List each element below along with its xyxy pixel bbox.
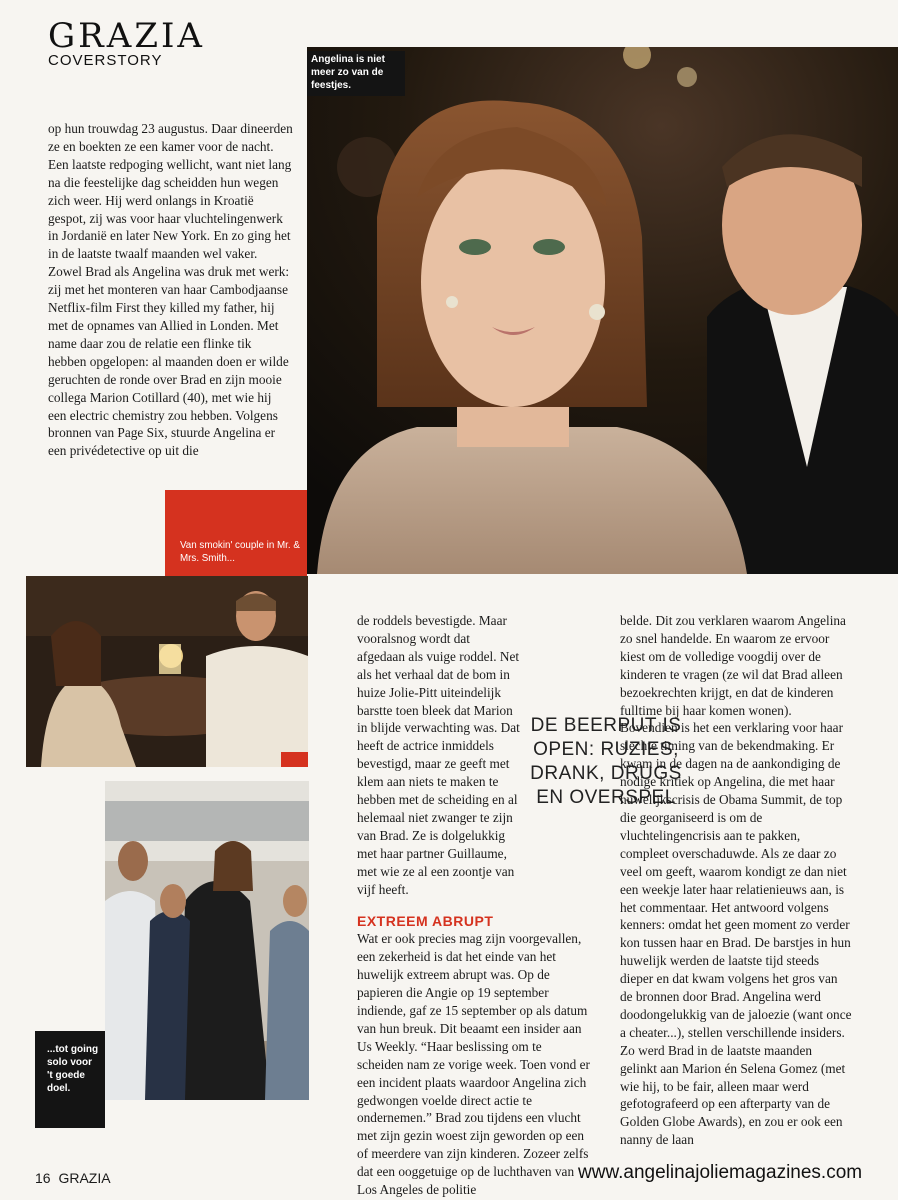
subhead-extreem-abrupt: EXTREEM ABRUPT [357,912,494,929]
section-label: COVERSTORY [48,52,163,69]
going-solo-photo [105,781,309,1100]
going-solo-illustration [105,781,309,1100]
smokin-caption [180,539,300,565]
smokin-caption-text: Van smokin' couple in Mr. & Mrs. Smith... [180,540,300,564]
magazine-logo: GRAZIA [48,16,205,56]
column-3-text: belde. Dit zou verklaren waarom Angelina zo snel handelde. En waarom ze ervoor kiest om de volledige voogdij over de kinderen te vragen (ze wil dat Brad alleen bezoekrechten krijgt, en dat de kinderen fulltime bij haar komen wonen). Bovendien is het een verklaring voor haar slechte timing van de bekendmaking. Er kwam in de dagen na de aankondiging de nodige kritiek op Angelina, die met haar huwelijkscrisis de Obama Summit, de top die georganiseerd is om de vluchtelingencrisis aan te pakken, compleet overschaduwde. Als ze daar zo veel om geeft, waarom kondigt ze dan niet een weekje later haar relatienieuws aan, is het commentaar. Het antwoord volgens kenners: omdat het geen moment zo verder kon tussen haar en Brad. De barstjes in hun huwelijk werden de laatste tijd steeds dieper en dat kwam volgens het gros van de bronnen door Brad. Angelina werd doodongelukkig van de jaloezie (want once a cheater...), stellen verschillende insiders. Zo werd Brad in de laatste maanden gelinkt aan Marion én Selena Gomez (met wie hij, to be fair, alleen maar werd gefotografeerd op een afterparty van de Golden Globe Awards), en zou er ook een nanny de laan [620,613,852,1148]
mr-mrs-smith-photo [26,576,308,767]
main-photo-caption: Angelina is niet meer zo van de feestjes. [311,54,385,91]
column-1-text: op hun trouwdag 23 augustus. Daar dineerden ze en boekten ze een kamer voor de nacht. Een laatste redpoging wellicht, want niet lang na die feestelijke dag scheidden hun wegen zich weer. Hij werd onlangs in Kroatië gespot, zij was voor haar vluchtelingenwerk in Jordanië en later New York. En zo ging het in de laatste twaalf maanden wel vaker. Zowel Brad als Angelina was druk met werk: zij met het monteren van haar Cambodjaanse Netflix-film First they killed my father, hij met de opnames van Allied in Londen. Met name daar zou de relatie een flinke tik hebben opgelopen: al maanden doen er wilde geruchten de ronde over Brad en zijn mooie collega Marion Cotillard (40), met wie hij een electric chemistry zou hebben. Volgens bronnen van Page Six, stuurde Angelina er een privédetective op uit die [48,121,293,459]
page-footer [35,1170,111,1186]
main-photo [307,47,898,574]
pull-quote: DE BEERPUT IS OPEN: RUZIES, DRANK, DRUGS EN OVERSPEL [530,715,682,808]
page-number: 16 [35,1170,51,1186]
footer-magazine-name: GRAZIA [58,1170,111,1186]
watermark-url: www.angelinajoliemagazines.com [578,1162,863,1183]
main-photo-caption-box [307,51,405,96]
column-2-paragraph-1: de roddels bevestigde. Maar vooralsnog wordt dat afgedaan als vuige roddel. Net als het verhaal dat de bom in huize Jolie-Pitt uiteindelijk barstte toen bleek dat Marion in blijde verwachting was. Dat heeft de actrice inmiddels bevestigd, maar ze geeft met klem aan niets te maken te hebben met de scheiding en al helemaal niet zwanger te zijn van Brad. Ze is dolgelukkig met haar partner Guillaume, met wie ze al een zoontje van vijf heeft. [357,613,520,897]
article-column-1 [48,120,293,460]
column-2-paragraph-2: Wat er ook precies mag zijn voorgevallen, een zekerheid is dat het einde van het huwelijk extreem abrupt was. Op de papieren die Angie op 19 september indiende, gaf ze 15 september op als datum van hun breuk. Dit beaamt een insider aan Us Weekly. “Haar beslissing om te scheiden nam ze vorige week. Toen vond er een incident plaats waardoor Angelina zich gedwongen voelde direct actie te ondernemen.” Brad zou tijdens een vlucht met zijn gezin woest zijn geworden op een of meerdere van zijn kinderen. Zozeer zelfs dat een ooggetuige op de luchthaven van Los Angeles de politie [357,931,590,1198]
main-photo-illustration [307,47,898,574]
going-solo-caption-text: ...tot going solo voor 't goede doel. [47,1044,99,1094]
going-solo-caption [47,1043,99,1095]
mr-mrs-smith-illustration [26,576,308,767]
article-column-3 [620,612,852,1149]
article-column-2 [357,612,590,1199]
